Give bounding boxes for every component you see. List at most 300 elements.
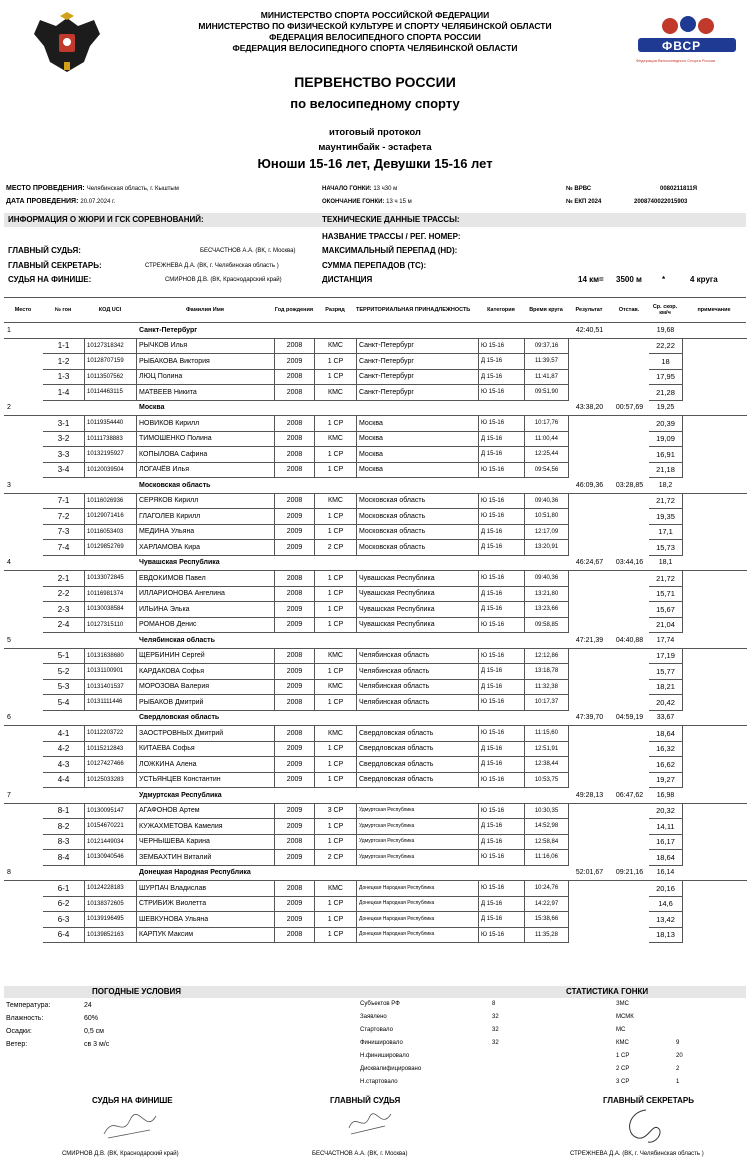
finish-judge-signature-icon	[100, 1108, 160, 1144]
athlete-year: 2008	[275, 726, 315, 742]
athlete-speed: 17,19	[649, 648, 683, 664]
athlete-lap-time: 12:25,44	[525, 447, 569, 463]
athlete-lap-time: 13:18,78	[525, 664, 569, 680]
athlete-bib: 7-1	[43, 493, 85, 509]
team-speed: 33,67	[649, 710, 683, 726]
athlete-region: Донецкая Народная Республика	[357, 912, 479, 928]
start-line	[322, 186, 397, 192]
athlete-bib: 7-3	[43, 524, 85, 540]
athlete-category: Ю 15-16	[479, 648, 525, 664]
team-gap: 03:44,16	[611, 555, 649, 571]
team-gap: 04:59,19	[611, 710, 649, 726]
athlete-row	[5, 493, 747, 509]
athlete-row	[5, 896, 747, 912]
athlete-lap-time: 12:17,09	[525, 524, 569, 540]
athlete-row	[5, 726, 747, 742]
athlete-name: РОМАНОВ Денис	[137, 617, 275, 633]
athlete-uci: 10119354440	[85, 416, 137, 432]
athlete-rank: 1 СР	[315, 912, 357, 928]
athlete-row	[5, 803, 747, 819]
team-result: 47:39,70	[569, 710, 611, 726]
col-header: № гон	[54, 307, 72, 313]
distance-label: ДИСТАНЦИЯ	[322, 275, 373, 284]
athlete-lap-time: 11:15,60	[525, 726, 569, 742]
athlete-bib: 5-4	[43, 695, 85, 711]
athlete-name: РЫБАКОВА Виктория	[137, 354, 275, 370]
athlete-category: Д 15-16	[479, 602, 525, 618]
athlete-year: 2009	[275, 664, 315, 680]
stat-value: 32	[492, 1040, 499, 1046]
athlete-row	[5, 462, 747, 478]
athlete-uci: 10129071416	[85, 509, 137, 525]
athlete-category: Ю 15-16	[479, 850, 525, 866]
distance-laps: 4 круга	[690, 275, 718, 284]
team-row	[5, 323, 747, 339]
weather-value: 24	[84, 1002, 92, 1009]
athlete-lap-time: 09:58,85	[525, 617, 569, 633]
athlete-bib: 7-4	[43, 540, 85, 556]
athlete-uci: 10121449034	[85, 834, 137, 850]
jury-title: ИНФОРМАЦИЯ О ЖЮРИ И ГСК СОРЕВНОВАНИЙ:	[8, 215, 204, 224]
athlete-year: 2008	[275, 881, 315, 897]
athlete-category: Ю 15-16	[479, 416, 525, 432]
athlete-speed: 21,28	[649, 385, 683, 401]
athlete-bib: 6-2	[43, 896, 85, 912]
athlete-speed: 18,21	[649, 679, 683, 695]
col-header: Результат	[575, 307, 603, 313]
athlete-uci: 10133072845	[85, 571, 137, 587]
athlete-bib: 5-1	[43, 648, 85, 664]
athlete-speed: 15,77	[649, 664, 683, 680]
athlete-category: Д 15-16	[479, 679, 525, 695]
athlete-speed: 19,35	[649, 509, 683, 525]
athlete-row	[5, 385, 747, 401]
fvsr-logo	[632, 14, 742, 76]
athlete-category: Ю 15-16	[479, 726, 525, 742]
chief-judge-label: ГЛАВНЫЙ СУДЬЯ:	[8, 246, 81, 255]
athlete-uci: 10127427466	[85, 757, 137, 773]
col-header: примечание	[697, 307, 731, 313]
athlete-rank: КМС	[315, 338, 357, 354]
stat-rank-value: 2	[676, 1066, 680, 1072]
athlete-row	[5, 741, 747, 757]
athlete-region: Московская область	[357, 493, 479, 509]
athlete-bib: 2-1	[43, 571, 85, 587]
athlete-year: 2008	[275, 586, 315, 602]
athlete-region: Санкт-Петербург	[357, 385, 479, 401]
athlete-uci: 10124228183	[85, 881, 137, 897]
weather-value: 60%	[84, 1015, 99, 1022]
end-line	[322, 199, 412, 205]
place-line	[6, 185, 179, 192]
athlete-category: Ю 15-16	[479, 617, 525, 633]
athlete-category: Ю 15-16	[479, 462, 525, 478]
team-row	[5, 710, 747, 726]
ekp-value: 2008740022015903	[634, 199, 688, 205]
athlete-category: Д 15-16	[479, 431, 525, 447]
athlete-lap-time: 11:35,28	[525, 927, 569, 943]
col-header: Место	[14, 307, 32, 313]
athlete-name: СЕРЯКОВ Кирилл	[137, 493, 275, 509]
athlete-speed: 18	[649, 354, 683, 370]
athlete-lap-time: 13:23,66	[525, 602, 569, 618]
athlete-uci: 10114463115	[85, 385, 137, 401]
team-speed: 16,14	[649, 865, 683, 881]
athlete-region: Санкт-Петербург	[357, 354, 479, 370]
chief-judge-title: ГЛАВНЫЙ СУДЬЯ	[330, 1096, 401, 1105]
athlete-year: 2008	[275, 385, 315, 401]
team-name: Челябинская область	[137, 633, 275, 649]
stat-value: 32	[492, 1027, 499, 1033]
athlete-bib: 6-1	[43, 881, 85, 897]
athlete-bib: 1-4	[43, 385, 85, 401]
team-result: 46:24,67	[569, 555, 611, 571]
athlete-region: Челябинская область	[357, 664, 479, 680]
athlete-name: ЗЕМБАХТИН Виталий	[137, 850, 275, 866]
athlete-category: Ю 15-16	[479, 772, 525, 788]
athlete-region: Челябинская область	[357, 695, 479, 711]
athlete-bib: 3-3	[43, 447, 85, 463]
athlete-bib: 2-2	[43, 586, 85, 602]
vrvs-label: № ВРВС	[566, 186, 592, 192]
col-header: Время круга	[529, 307, 563, 313]
athlete-category: Ю 15-16	[479, 385, 525, 401]
max-drop-label: МАКСИМАЛЬНЫЙ ПЕРЕПАД (HD):	[322, 246, 458, 255]
athlete-speed: 16,62	[649, 757, 683, 773]
athlete-rank: 1 СР	[315, 819, 357, 835]
athlete-rank: 1 СР	[315, 586, 357, 602]
athlete-row	[5, 431, 747, 447]
athlete-name: РЫЧКОВ Илья	[137, 338, 275, 354]
team-result: 52:01,67	[569, 865, 611, 881]
team-row	[5, 865, 747, 881]
athlete-category: Д 15-16	[479, 664, 525, 680]
athlete-bib: 8-4	[43, 850, 85, 866]
athlete-category: Ю 15-16	[479, 927, 525, 943]
stat-rank-label: МСМК	[616, 1014, 634, 1020]
athlete-row	[5, 679, 747, 695]
athlete-row	[5, 648, 747, 664]
athlete-lap-time: 14:22,97	[525, 896, 569, 912]
athlete-year: 2009	[275, 540, 315, 556]
athlete-name: НОВИКОВ Кирилл	[137, 416, 275, 432]
start-value: 13 ч30 м	[373, 186, 398, 192]
athlete-region: Донецкая Народная Республика	[357, 927, 479, 943]
org-line: ФЕДЕРАЦИЯ ВЕЛОСИПЕДНОГО СПОРТА РОССИИ	[269, 32, 481, 42]
athlete-uci: 10132195927	[85, 447, 137, 463]
stat-label: Субъектов РФ	[360, 1001, 400, 1007]
athlete-region: Челябинская область	[357, 679, 479, 695]
athlete-year: 2009	[275, 679, 315, 695]
secretary-title: ГЛАВНЫЙ СЕКРЕТАРЬ	[603, 1096, 694, 1105]
athlete-uci: 10131100901	[85, 664, 137, 680]
athlete-bib: 8-2	[43, 819, 85, 835]
athlete-rank: 2 СР	[315, 540, 357, 556]
athlete-row	[5, 881, 747, 897]
team-speed: 18,2	[649, 478, 683, 494]
athlete-category: Д 15-16	[479, 447, 525, 463]
athlete-row	[5, 757, 747, 773]
team-gap: 09:21,16	[611, 865, 649, 881]
athlete-lap-time: 11:32,38	[525, 679, 569, 695]
athlete-uci: 10125033283	[85, 772, 137, 788]
athlete-year: 2008	[275, 431, 315, 447]
athlete-row	[5, 524, 747, 540]
athlete-rank: 1 СР	[315, 416, 357, 432]
chief-secretary-name: СТРЕЖНЕВА Д.А. (ВК, г. Челябинская область )	[145, 263, 279, 269]
chief-judge-full: БЕСЧАСТНОВ А.А. (ВК, г. Москва)	[312, 1151, 408, 1157]
athlete-category: Д 15-16	[479, 912, 525, 928]
athlete-category: Д 15-16	[479, 757, 525, 773]
athlete-year: 2009	[275, 912, 315, 928]
athlete-region: Московская область	[357, 509, 479, 525]
logo-text: ФВСР	[662, 39, 702, 53]
athlete-lap-time: 09:40,36	[525, 571, 569, 587]
stat-label: Н.стартовало	[360, 1079, 398, 1085]
athlete-year: 2008	[275, 462, 315, 478]
stat-rank-value: 9	[676, 1040, 680, 1046]
athlete-year: 2009	[275, 524, 315, 540]
athlete-lap-time: 11:00,44	[525, 431, 569, 447]
athlete-row	[5, 819, 747, 835]
athlete-region: Свердловская область	[357, 726, 479, 742]
event-subtitle: по велосипедному спорту	[290, 96, 460, 111]
athlete-bib: 5-2	[43, 664, 85, 680]
team-speed: 18,1	[649, 555, 683, 571]
athlete-speed: 19,27	[649, 772, 683, 788]
athlete-bib: 1-2	[43, 354, 85, 370]
team-speed: 17,74	[649, 633, 683, 649]
athlete-speed: 19,09	[649, 431, 683, 447]
stat-label: Финишировало	[360, 1040, 403, 1046]
stat-rank-label: КМС	[616, 1040, 629, 1046]
athlete-rank: КМС	[315, 385, 357, 401]
stat-rank-label: 1 СР	[616, 1053, 630, 1059]
athlete-category: Д 15-16	[479, 896, 525, 912]
athlete-speed: 15,67	[649, 602, 683, 618]
athlete-speed: 20,16	[649, 881, 683, 897]
weather-label: Ветер:	[6, 1041, 28, 1048]
athlete-bib: 6-3	[43, 912, 85, 928]
athlete-name: СТРИБИЖ Виолетта	[137, 896, 275, 912]
athlete-uci: 10115212843	[85, 741, 137, 757]
athlete-name: ЛОЖКИНА Алена	[137, 757, 275, 773]
athlete-category: Ю 15-16	[479, 881, 525, 897]
athlete-speed: 22,22	[649, 338, 683, 354]
athlete-rank: 1 СР	[315, 927, 357, 943]
team-result: 43:38,20	[569, 400, 611, 416]
athlete-region: Удмуртская Республика	[357, 834, 479, 850]
athlete-speed: 14,6	[649, 896, 683, 912]
athlete-name: УСТЬЯНЦЕВ Константин	[137, 772, 275, 788]
athlete-lap-time: 10:30,35	[525, 803, 569, 819]
athlete-row	[5, 540, 747, 556]
col-header: Отстав.	[618, 307, 640, 313]
athlete-speed: 16,17	[649, 834, 683, 850]
distance-m: 3500 м	[616, 275, 642, 284]
athlete-category: Ю 15-16	[479, 338, 525, 354]
athlete-region: Свердловская область	[357, 772, 479, 788]
weather-title: ПОГОДНЫЕ УСЛОВИЯ	[92, 987, 182, 996]
athlete-region: Москва	[357, 431, 479, 447]
athlete-category: Д 15-16	[479, 540, 525, 556]
organizers	[150, 10, 600, 54]
secretary-signature-icon	[618, 1104, 668, 1148]
athlete-region: Свердловская область	[357, 757, 479, 773]
athlete-uci: 10111738883	[85, 431, 137, 447]
athlete-rank: 1 СР	[315, 896, 357, 912]
athlete-region: Москва	[357, 416, 479, 432]
team-gap: 04:40,88	[611, 633, 649, 649]
athlete-name: ШЕВКУНОВА Ульяна	[137, 912, 275, 928]
tech-title: ТЕХНИЧЕСКИЕ ДАННЫЕ ТРАССЫ:	[322, 215, 460, 224]
sum-drops-label: СУММА ПЕРЕПАДОВ (ТС):	[322, 261, 427, 270]
start-label: НАЧАЛО ГОНКИ:	[322, 186, 372, 192]
athlete-lap-time: 11:41,87	[525, 369, 569, 385]
finish-judge-name: СМИРНОВ Д.В. (ВК, Краснодарский край)	[165, 277, 282, 283]
col-header: Категория	[487, 307, 515, 313]
athlete-lap-time: 11:39,57	[525, 354, 569, 370]
col-header: Разряд	[325, 307, 345, 313]
athlete-region: Московская область	[357, 540, 479, 556]
athlete-bib: 5-3	[43, 679, 85, 695]
stat-label: Стартовало	[360, 1027, 393, 1033]
athlete-uci: 10128707159	[85, 354, 137, 370]
athlete-rank: 1 СР	[315, 354, 357, 370]
athlete-name: ИЛЛАРИОНОВА Ангелина	[137, 586, 275, 602]
place-label: МЕСТО ПРОВЕДЕНИЯ:	[6, 185, 85, 192]
weather-label: Температура:	[6, 1002, 51, 1009]
athlete-speed: 18,64	[649, 850, 683, 866]
distance-km: 14 км=	[578, 275, 604, 284]
athlete-name: МЕДИНА Ульяна	[137, 524, 275, 540]
athlete-row	[5, 664, 747, 680]
org-line: ФЕДЕРАЦИЯ ВЕЛОСИПЕДНОГО СПОРТА ЧЕЛЯБИНСКОЙ ОБЛАСТИ	[232, 43, 518, 53]
athlete-region: Чувашская Республика	[357, 571, 479, 587]
discipline: маунтинбайк - эстафета	[318, 142, 432, 153]
athlete-uci: 10113507562	[85, 369, 137, 385]
chief-secretary-label: ГЛАВНЫЙ СЕКРЕТАРЬ:	[8, 261, 102, 270]
athlete-year: 2009	[275, 850, 315, 866]
col-header: Фамилия Имя	[185, 307, 225, 313]
team-row	[5, 633, 747, 649]
team-place: 7	[5, 788, 43, 804]
athlete-region: Челябинская область	[357, 648, 479, 664]
athlete-rank: 1 СР	[315, 695, 357, 711]
athlete-row	[5, 602, 747, 618]
athlete-region: Санкт-Петербург	[357, 338, 479, 354]
athlete-rank: 1 СР	[315, 509, 357, 525]
athlete-year: 2008	[275, 416, 315, 432]
athlete-region: Чувашская Республика	[357, 602, 479, 618]
athlete-region: Донецкая Народная Республика	[357, 896, 479, 912]
russian-emblem-icon	[28, 12, 106, 76]
athlete-rank: КМС	[315, 726, 357, 742]
athlete-bib: 3-2	[43, 431, 85, 447]
athlete-rank: 1 СР	[315, 462, 357, 478]
athlete-uci: 10139196495	[85, 912, 137, 928]
team-name: Москва	[137, 400, 275, 416]
date-line	[6, 198, 115, 205]
athlete-uci: 10131638680	[85, 648, 137, 664]
place-value: Челябинская область, г. Кыштым	[86, 186, 179, 192]
athlete-rank: КМС	[315, 679, 357, 695]
athlete-region: Удмуртская Республика	[357, 850, 479, 866]
athlete-lap-time: 10:17,37	[525, 695, 569, 711]
athlete-bib: 4-3	[43, 757, 85, 773]
team-row	[5, 478, 747, 494]
athlete-name: ИЛЬИНА Элька	[137, 602, 275, 618]
team-place: 2	[5, 400, 43, 416]
athlete-row	[5, 850, 747, 866]
athlete-rank: КМС	[315, 881, 357, 897]
athlete-name: КУЖАХМЕТОВА Камелия	[137, 819, 275, 835]
athlete-uci: 10131401537	[85, 679, 137, 695]
athlete-row	[5, 834, 747, 850]
athlete-name: КИТАЕВА Софья	[137, 741, 275, 757]
end-value: 13 ч 15 м	[386, 199, 412, 205]
finish-judge-title: СУДЬЯ НА ФИНИШЕ	[92, 1096, 173, 1105]
athlete-name: РЫБАКОВ Дмитрий	[137, 695, 275, 711]
athlete-region: Московская область	[357, 524, 479, 540]
athlete-lap-time: 15:38,66	[525, 912, 569, 928]
team-place: 8	[5, 865, 43, 881]
team-result: 49:28,13	[569, 788, 611, 804]
team-name: Донецкая Народная Республика	[137, 865, 275, 881]
athlete-lap-time: 10:53,75	[525, 772, 569, 788]
athlete-category: Ю 15-16	[479, 803, 525, 819]
athlete-uci: 10129852769	[85, 540, 137, 556]
athlete-bib: 3-1	[43, 416, 85, 432]
athlete-lap-time: 09:37,16	[525, 338, 569, 354]
athlete-region: Свердловская область	[357, 741, 479, 757]
date-label: ДАТА ПРОВЕДЕНИЯ:	[6, 198, 79, 205]
athlete-row	[5, 509, 747, 525]
athlete-category: Д 15-16	[479, 819, 525, 835]
athlete-region: Чувашская Республика	[357, 617, 479, 633]
athlete-region: Москва	[357, 447, 479, 463]
athlete-lap-time: 13:21,80	[525, 586, 569, 602]
athlete-name: ГЛАГОЛЕВ Кирилл	[137, 509, 275, 525]
athlete-region: Москва	[357, 462, 479, 478]
athlete-lap-time: 12:51,91	[525, 741, 569, 757]
stat-value: 32	[492, 1014, 499, 1020]
athlete-year: 2008	[275, 493, 315, 509]
athlete-lap-time: 10:51,80	[525, 509, 569, 525]
athlete-name: ТИМОШЕНКО Полина	[137, 431, 275, 447]
team-row	[5, 555, 747, 571]
team-name: Московская область	[137, 478, 275, 494]
athlete-rank: 1 СР	[315, 571, 357, 587]
athlete-bib: 2-4	[43, 617, 85, 633]
athlete-name: КАРПУК Максим	[137, 927, 275, 943]
athlete-row	[5, 695, 747, 711]
athlete-uci: 10127315110	[85, 617, 137, 633]
team-row	[5, 788, 747, 804]
athlete-lap-time: 11:16,06	[525, 850, 569, 866]
athlete-uci: 10139852163	[85, 927, 137, 943]
athlete-speed: 20,42	[649, 695, 683, 711]
athlete-speed: 13,42	[649, 912, 683, 928]
athlete-year: 2009	[275, 354, 315, 370]
athlete-category: Д 15-16	[479, 354, 525, 370]
athlete-year: 2008	[275, 927, 315, 943]
logo-subtitle: Федерация Велосипедного Спорта России	[636, 58, 716, 63]
athlete-name: ЩЕРБИНИН Сергей	[137, 648, 275, 664]
athlete-uci: 10130038584	[85, 602, 137, 618]
athlete-year: 2009	[275, 772, 315, 788]
athlete-category: Д 15-16	[479, 586, 525, 602]
